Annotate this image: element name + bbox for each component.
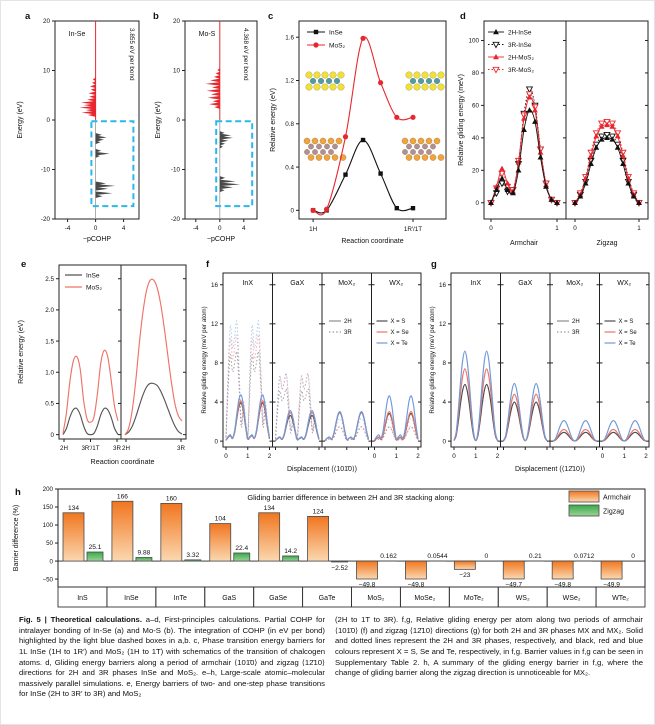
panel-f-armchair-displacement-chart — [197, 255, 431, 481]
svg-text:WTe₂: WTe₂ — [612, 595, 629, 602]
svg-text:134: 134 — [67, 504, 80, 512]
svg-text:200: 200 — [42, 486, 53, 494]
svg-text:g: g — [431, 259, 437, 270]
svg-text:Barrier difference (%): Barrier difference (%) — [13, 504, 20, 572]
svg-text:2H: 2H — [60, 445, 68, 452]
svg-text:0: 0 — [372, 453, 377, 460]
panel-c-phase-transition-chart — [263, 5, 451, 253]
svg-text:GaTe: GaTe — [318, 595, 336, 602]
svg-text:4: 4 — [442, 399, 446, 407]
caption-text-2: (2H to 1T to 3R). f,g, Relative gliding energy per atom along two periods of armchair ⟨101̄0⟩ (f) and zigzag ⟨12̄10⟩ directions (g) for both 2H and 3R phases MX and MX₂. Solid and dotted lines represent the 2H and 3R phases, respectively, and black, red and blue colours represent X = S, Se and Te, respectively, in f,g. Barrier values in f,g can be seen in Supplementary Table 2. h, A summary of the gliding energy barrier in f,g, where the change of gliding barrier along the zigzag direction is unnoticeable for MX₂. — [335, 615, 643, 678]
svg-text:Reaction coordinate: Reaction coordinate — [341, 238, 404, 245]
svg-text:d: d — [460, 11, 466, 22]
svg-text:0: 0 — [46, 117, 50, 125]
svg-text:1: 1 — [394, 453, 399, 460]
svg-text:3R: 3R — [177, 445, 185, 452]
svg-text:b: b — [153, 11, 159, 22]
subpanel-one-step — [122, 279, 185, 452]
svg-text:InSe: InSe — [124, 595, 139, 602]
antibonding-states — [205, 68, 219, 109]
svg-text:X = S: X = S — [618, 319, 634, 326]
svg-text:0.5: 0.5 — [45, 400, 54, 408]
svg-text:160: 160 — [165, 495, 177, 503]
svg-text:4: 4 — [214, 399, 218, 407]
svg-text:−50: −50 — [42, 576, 53, 584]
armchair-bar — [112, 501, 133, 561]
series-2H-Te — [553, 421, 597, 441]
svg-text:−49.9: −49.9 — [603, 581, 620, 589]
svg-text:-10: -10 — [170, 166, 180, 174]
svg-text:WX₂: WX₂ — [389, 280, 404, 287]
svg-text:X = S: X = S — [390, 319, 406, 326]
svg-text:In-Se: In-Se — [68, 31, 86, 38]
svg-text:X = Te: X = Te — [390, 341, 408, 348]
svg-text:166: 166 — [116, 493, 128, 501]
bar-group-6 — [357, 553, 398, 588]
svg-text:4: 4 — [242, 225, 246, 232]
svg-text:c: c — [268, 11, 274, 22]
svg-text:-4: -4 — [192, 225, 199, 232]
legend-chalcogen — [605, 319, 638, 347]
svg-text:2.5: 2.5 — [45, 275, 54, 283]
legend — [65, 272, 103, 291]
svg-text:3R-InSe: 3R-InSe — [508, 41, 532, 49]
panel-g-zigzag-displacement-chart — [425, 255, 655, 481]
svg-text:2H: 2H — [344, 319, 352, 326]
svg-text:MoTe₂: MoTe₂ — [463, 595, 484, 602]
series-mos₂ — [311, 36, 416, 215]
svg-text:2H: 2H — [572, 319, 580, 326]
caption-column-1 — [19, 615, 325, 700]
svg-text:Armchair: Armchair — [509, 240, 539, 247]
zigzag-bar — [136, 557, 152, 561]
series-3r-mos₂ — [488, 92, 560, 206]
svg-text:100: 100 — [42, 522, 53, 530]
armchair-bar — [552, 561, 573, 579]
svg-text:−49.7: −49.7 — [505, 581, 523, 589]
svg-text:16: 16 — [210, 281, 218, 289]
series-inse — [125, 383, 182, 434]
subpanel-mox₂ — [550, 273, 600, 450]
subpanel-two-step — [60, 350, 121, 452]
zigzag-bar — [332, 561, 348, 562]
svg-text:−2.52: −2.52 — [331, 564, 348, 572]
armchair-bar — [63, 513, 84, 561]
svg-text:Relative energy (eV): Relative energy (eV) — [270, 88, 277, 152]
svg-text:40: 40 — [471, 135, 479, 143]
svg-text:0: 0 — [214, 438, 218, 446]
bar-group-2 — [161, 495, 201, 561]
subpanel-armchair — [488, 87, 560, 247]
series-2H-Se — [325, 412, 369, 440]
svg-text:-10: -10 — [40, 166, 50, 174]
armchair-bar — [259, 513, 280, 561]
series-3R-Te — [276, 373, 320, 440]
svg-text:-4: -4 — [64, 225, 71, 232]
svg-text:Energy (eV): Energy (eV) — [155, 101, 162, 139]
svg-text:2: 2 — [644, 453, 648, 460]
svg-text:MoX₂: MoX₂ — [338, 280, 356, 287]
bar-group-7 — [405, 553, 447, 588]
svg-text:60: 60 — [471, 102, 479, 110]
svg-text:12: 12 — [210, 321, 218, 329]
legend-phase — [557, 319, 580, 336]
bonding-states — [96, 133, 116, 198]
subpanel-inx — [451, 273, 501, 460]
svg-text:GaX: GaX — [518, 280, 533, 287]
armchair-bar — [161, 503, 182, 561]
svg-text:124: 124 — [312, 508, 324, 516]
subpanel-zigzag — [572, 119, 642, 247]
subpanel-inx — [223, 273, 273, 460]
svg-text:1R′/1T: 1R′/1T — [403, 226, 423, 233]
legend — [488, 29, 534, 74]
svg-text:150: 150 — [42, 504, 53, 512]
zigzag-bar — [185, 560, 201, 561]
svg-text:−pCOHP: −pCOHP — [82, 236, 112, 243]
svg-text:20: 20 — [42, 18, 50, 26]
svg-text:0: 0 — [218, 225, 222, 232]
svg-text:InSe: InSe — [86, 272, 100, 280]
svg-text:MoS₂: MoS₂ — [329, 42, 346, 50]
svg-text:3R-MoS₂: 3R-MoS₂ — [508, 66, 534, 74]
svg-text:1.6: 1.6 — [285, 34, 294, 42]
bar-group-10 — [552, 553, 594, 588]
svg-text:0: 0 — [49, 558, 53, 566]
svg-text:−49.8: −49.8 — [554, 581, 572, 589]
svg-text:100: 100 — [468, 37, 479, 45]
armchair-bar — [454, 561, 475, 569]
armchair-bar — [405, 561, 426, 579]
svg-text:1.5: 1.5 — [45, 338, 54, 346]
svg-text:Displacement (⟨101̄0⟩): Displacement (⟨101̄0⟩) — [286, 466, 358, 473]
svg-text:Relative gliding energy (meV p: Relative gliding energy (meV per atom) — [201, 306, 208, 414]
svg-text:e: e — [21, 259, 27, 270]
svg-text:0: 0 — [489, 225, 493, 232]
series-2h-inse — [488, 107, 560, 205]
zigzag-bar — [87, 552, 103, 561]
svg-text:3.32: 3.32 — [186, 551, 200, 559]
series-3r-inse — [572, 132, 642, 205]
zigzag-bar — [234, 553, 250, 561]
svg-text:MoS₂: MoS₂ — [86, 284, 103, 292]
svg-text:InX: InX — [242, 280, 254, 287]
series-2H-Te — [375, 396, 419, 440]
bar-group-5 — [308, 508, 349, 572]
svg-text:MoSe₂: MoSe₂ — [414, 595, 436, 602]
svg-text:0: 0 — [176, 117, 180, 125]
bar-group-11 — [601, 553, 635, 588]
bar-group-3 — [210, 516, 250, 561]
svg-text:a: a — [25, 11, 31, 22]
series-2H-Te — [325, 412, 369, 441]
svg-text:0.0544: 0.0544 — [427, 553, 448, 561]
svg-text:2: 2 — [267, 453, 272, 460]
svg-text:20: 20 — [172, 18, 180, 26]
svg-text:GaS: GaS — [222, 595, 237, 602]
svg-text:h: h — [15, 487, 21, 498]
svg-text:0: 0 — [442, 438, 446, 446]
armchair-bar — [308, 516, 329, 561]
svg-text:1: 1 — [622, 453, 627, 460]
armchair-bar — [601, 561, 622, 579]
svg-text:0.162: 0.162 — [380, 553, 397, 561]
svg-text:0.0712: 0.0712 — [574, 553, 595, 561]
svg-text:0: 0 — [573, 225, 577, 232]
svg-text:1H: 1H — [309, 226, 318, 233]
svg-text:WX₂: WX₂ — [617, 280, 632, 287]
svg-text:10: 10 — [42, 67, 50, 75]
svg-text:2: 2 — [495, 453, 500, 460]
svg-text:3R: 3R — [344, 330, 352, 337]
svg-text:GaSe: GaSe — [269, 595, 288, 602]
panel-b-cohp-chart — [147, 5, 263, 253]
subpanel-wx₂ — [600, 273, 650, 460]
subpanel-gax — [273, 273, 323, 450]
svg-text:InSe: InSe — [329, 29, 343, 37]
svg-text:3R: 3R — [572, 330, 580, 337]
armchair-bar — [503, 561, 524, 579]
svg-text:Gliding barrier difference in: Gliding barrier difference in between 2H and 3R stacking along: — [247, 493, 455, 502]
svg-text:10: 10 — [172, 67, 180, 75]
panel-e-energy-barrier-chart — [9, 255, 199, 481]
inse-lattice-schematic — [304, 138, 346, 161]
svg-text:8: 8 — [214, 360, 218, 368]
svg-text:WSe₂: WSe₂ — [562, 595, 581, 602]
svg-text:0.21: 0.21 — [528, 553, 542, 561]
zigzag-bar — [283, 556, 299, 561]
svg-text:Armchair: Armchair — [603, 494, 632, 502]
panel-d-gliding-energy-chart — [451, 5, 655, 253]
svg-text:4: 4 — [121, 225, 126, 232]
caption-text-1: a–d, First-principles calculations. Partial COHP for intralayer bonding of In-Se (a) and Mo-S (b). The integration of COHP (in eV per bond) highlighted by the light blue dashed boxes in a,b. c, Phase transition energy barriers for 1L InSe (1H to 1R′) and MoS₂ (1H to 1T) with schematics of the transition of chalcogen atoms. d, Gliding energy barriers along a period of armchair ⟨101̄0⟩ and zigzag ⟨12̄10⟩ directions for 2H and 3R phases InSe and MoS₂. e–h, Large-scale atomic–molecular massively parallel simulations. e, Energy barriers of two- and one-step phase transitions for InSe (2H to 3R′ to 3R) and MoS₂ — [19, 615, 326, 699]
svg-text:134: 134 — [263, 504, 275, 512]
svg-text:InX: InX — [470, 280, 482, 287]
inse-lattice-schematic — [402, 138, 444, 161]
subpanel-mox₂ — [322, 273, 372, 450]
bar-group-0 — [63, 505, 103, 561]
svg-text:9.88: 9.88 — [137, 549, 151, 557]
panel-h-barrier-difference-bar-chart — [9, 483, 654, 615]
svg-text:14.2: 14.2 — [284, 547, 298, 555]
svg-text:2H-InSe: 2H-InSe — [508, 29, 532, 37]
svg-text:2: 2 — [416, 453, 420, 460]
svg-text:X = Te: X = Te — [618, 341, 636, 348]
svg-text:Mo-S: Mo-S — [198, 31, 216, 38]
svg-text:f: f — [206, 259, 210, 270]
series-3R-S — [276, 389, 320, 440]
svg-text:1: 1 — [473, 453, 478, 460]
svg-text:3R′/1T: 3R′/1T — [81, 445, 100, 452]
bar-group-9 — [503, 553, 543, 588]
bonding-states — [220, 131, 240, 192]
svg-text:Zigzag: Zigzag — [603, 508, 625, 516]
svg-text:0.8: 0.8 — [285, 120, 294, 128]
svg-text:Reaction coordinate: Reaction coordinate — [90, 457, 155, 466]
svg-text:3.855 eV per bond: 3.855 eV per bond — [128, 28, 135, 81]
bar-group-8 — [454, 553, 488, 579]
svg-text:12: 12 — [438, 321, 446, 329]
svg-text:InS: InS — [77, 595, 88, 602]
svg-text:2H: 2H — [122, 445, 130, 452]
subpanel-wx₂ — [372, 273, 422, 460]
svg-text:MoX₂: MoX₂ — [566, 280, 584, 287]
bar-group-4 — [259, 505, 299, 561]
svg-text:0: 0 — [475, 199, 479, 207]
svg-text:-20: -20 — [170, 216, 180, 224]
svg-text:1.2: 1.2 — [285, 77, 294, 85]
legend-chalcogen — [377, 319, 410, 347]
svg-text:MoS₂: MoS₂ — [367, 595, 385, 602]
svg-text:4.368 eV per bond: 4.368 eV per bond — [242, 28, 249, 81]
legend — [307, 29, 346, 49]
svg-text:Relative gliding energy (meV p: Relative gliding energy (meV per atom) — [429, 306, 436, 414]
svg-text:WS₂: WS₂ — [515, 595, 530, 602]
svg-text:−23: −23 — [459, 571, 471, 579]
svg-text:0: 0 — [631, 553, 635, 561]
svg-text:3R: 3R — [113, 445, 121, 452]
svg-text:80: 80 — [471, 70, 479, 78]
svg-text:0.4: 0.4 — [285, 164, 294, 172]
bar-group-1 — [112, 493, 152, 561]
svg-text:0: 0 — [600, 453, 605, 460]
svg-text:2H-MoS₂: 2H-MoS₂ — [508, 54, 534, 62]
series-3R-Te — [553, 421, 597, 441]
svg-text:−49.8: −49.8 — [358, 581, 376, 589]
subpanel-gax — [501, 273, 551, 450]
svg-text:X = Se: X = Se — [390, 330, 409, 337]
svg-text:0: 0 — [290, 207, 294, 215]
svg-text:Displacement (⟨12̄10⟩): Displacement (⟨12̄10⟩) — [514, 466, 586, 473]
svg-text:16: 16 — [438, 281, 446, 289]
svg-text:0: 0 — [484, 553, 489, 561]
svg-text:2.0: 2.0 — [45, 307, 54, 315]
svg-text:−49.8: −49.8 — [407, 581, 425, 589]
svg-text:25.1: 25.1 — [88, 544, 102, 552]
svg-text:0: 0 — [224, 453, 228, 460]
antibonding-states — [80, 78, 96, 117]
series-mos₂ — [125, 279, 182, 434]
series-3R-Te — [325, 418, 369, 440]
svg-text:InTe: InTe — [173, 595, 187, 602]
legend-phase — [329, 319, 352, 336]
series-mos₂ — [63, 350, 118, 433]
panel-a-cohp-chart — [9, 5, 147, 253]
svg-text:-20: -20 — [40, 216, 50, 224]
svg-text:50: 50 — [46, 540, 53, 548]
svg-text:Energy (eV): Energy (eV) — [17, 101, 24, 139]
svg-text:20: 20 — [471, 167, 479, 175]
svg-text:22.4: 22.4 — [235, 544, 249, 552]
series-2H-Te — [603, 421, 647, 441]
svg-text:1: 1 — [637, 225, 641, 232]
svg-text:104: 104 — [214, 515, 226, 523]
series-inse — [63, 408, 118, 435]
caption-column-2 — [335, 615, 643, 679]
mos2-lattice-schematic — [306, 72, 345, 91]
svg-text:0: 0 — [452, 453, 456, 460]
svg-text:8: 8 — [442, 360, 446, 368]
series-3R-Te — [603, 421, 647, 441]
svg-text:Zigzag: Zigzag — [596, 240, 618, 247]
svg-text:GaX: GaX — [290, 280, 305, 287]
legend — [569, 491, 632, 516]
svg-text:1.0: 1.0 — [45, 369, 54, 377]
svg-text:X = Se: X = Se — [618, 330, 637, 337]
armchair-bar — [357, 561, 378, 579]
svg-text:0: 0 — [93, 225, 98, 232]
svg-text:Relative gliding energy (meV): Relative gliding energy (meV) — [458, 74, 465, 166]
mos2-lattice-schematic — [406, 72, 445, 91]
svg-text:1: 1 — [245, 453, 250, 460]
armchair-bar — [210, 524, 231, 561]
svg-text:1: 1 — [555, 225, 559, 232]
svg-text:−pCOHP: −pCOHP — [206, 236, 236, 243]
svg-text:0: 0 — [50, 431, 54, 439]
caption-title: Fig. 5 | Theoretical calculations. — [19, 615, 142, 624]
svg-text:Relative energy (eV): Relative energy (eV) — [18, 320, 25, 384]
